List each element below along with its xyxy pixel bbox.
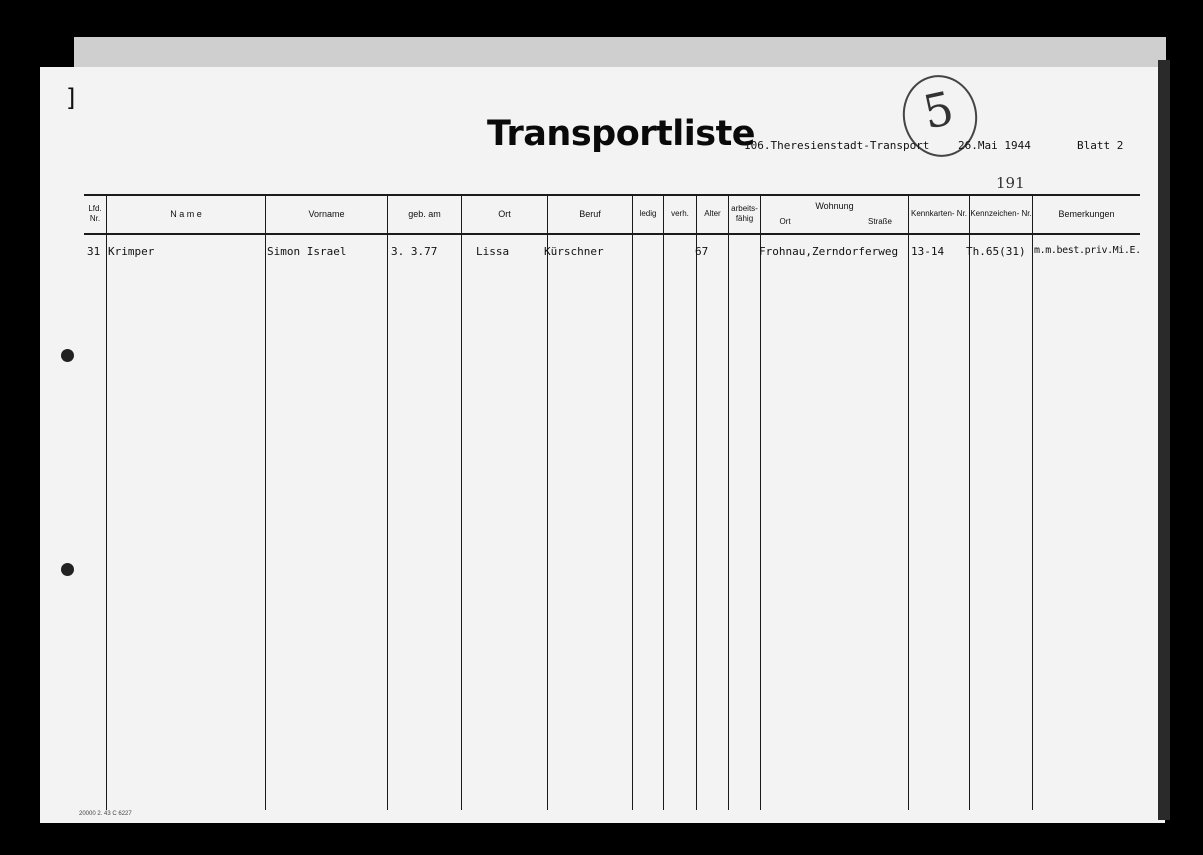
row-beruf: Kürschner bbox=[544, 245, 604, 258]
header-beruf: Beruf bbox=[579, 209, 601, 219]
col-rule bbox=[969, 195, 970, 810]
header-bemerkungen: Bemerkungen bbox=[1058, 209, 1115, 219]
col-rule bbox=[461, 195, 462, 810]
row-kennkarten: 13-14 bbox=[911, 245, 945, 258]
header-vorname: Vorname bbox=[308, 209, 345, 219]
header-wohnung: Wohnung bbox=[815, 201, 854, 211]
row-kennzeichen: Th.65(31) bbox=[966, 245, 1026, 258]
header-alter: Alter bbox=[704, 209, 721, 218]
col-rule bbox=[908, 195, 909, 810]
paper-edge bbox=[1158, 60, 1170, 820]
header-arbeitsfaehig: arbeits- fähig bbox=[731, 204, 758, 223]
row-bemerkungen: m.m.best.priv.Mi.E. bbox=[1034, 245, 1141, 256]
col-rule bbox=[1032, 195, 1033, 810]
col-rule bbox=[632, 195, 633, 810]
header-lfd-nr: Lfd. Nr. bbox=[88, 204, 102, 223]
row-alter: 67 bbox=[695, 245, 709, 258]
col-rule bbox=[728, 195, 729, 810]
header-verh: verh. bbox=[671, 209, 689, 218]
sheet-number: Blatt 2 bbox=[1077, 139, 1124, 152]
col-rule bbox=[760, 195, 761, 810]
circled-number: 5 bbox=[918, 80, 959, 140]
document-title: Transportliste bbox=[487, 114, 756, 154]
row-wohnung: Frohnau,Zerndorferweg bbox=[759, 245, 899, 258]
transport-date: 26.Mai 1944 bbox=[958, 139, 1031, 152]
col-rule bbox=[696, 195, 697, 810]
row-name: Krimper bbox=[108, 245, 155, 258]
row-ort: Lissa bbox=[476, 245, 510, 258]
margin-mark: ] bbox=[66, 84, 76, 112]
header-geb-am: geb. am bbox=[408, 209, 441, 219]
header-kennzeichen: Kennzeichen- Nr. bbox=[970, 209, 1032, 218]
stamp-number: 191 bbox=[996, 174, 1025, 192]
punch-hole bbox=[61, 349, 74, 362]
header-bottom-rule bbox=[84, 233, 1140, 235]
row-vorname: Simon Israel bbox=[267, 245, 347, 258]
col-rule bbox=[547, 195, 548, 810]
header-name: N a m e bbox=[170, 209, 202, 219]
col-rule bbox=[663, 195, 664, 810]
col-rule bbox=[106, 195, 107, 810]
header-wohnung-strasse: Straße bbox=[867, 217, 892, 226]
header-wohnung-ort: Ort bbox=[779, 217, 791, 226]
row-lfd-nr: 31 bbox=[87, 245, 101, 258]
header-ledig: ledig bbox=[639, 209, 657, 218]
header-kennkarten: Kennkarten- Nr. bbox=[910, 209, 968, 218]
punch-hole bbox=[61, 563, 74, 576]
row-geb-am: 3. 3.77 bbox=[391, 245, 438, 258]
transport-info: 106.Theresienstadt-Transport bbox=[744, 139, 930, 152]
header-ort: Ort bbox=[498, 209, 511, 219]
col-rule bbox=[387, 195, 388, 810]
col-rule bbox=[265, 195, 266, 810]
footer-print-code: 20000 2. 43 C 6227 bbox=[79, 811, 132, 817]
